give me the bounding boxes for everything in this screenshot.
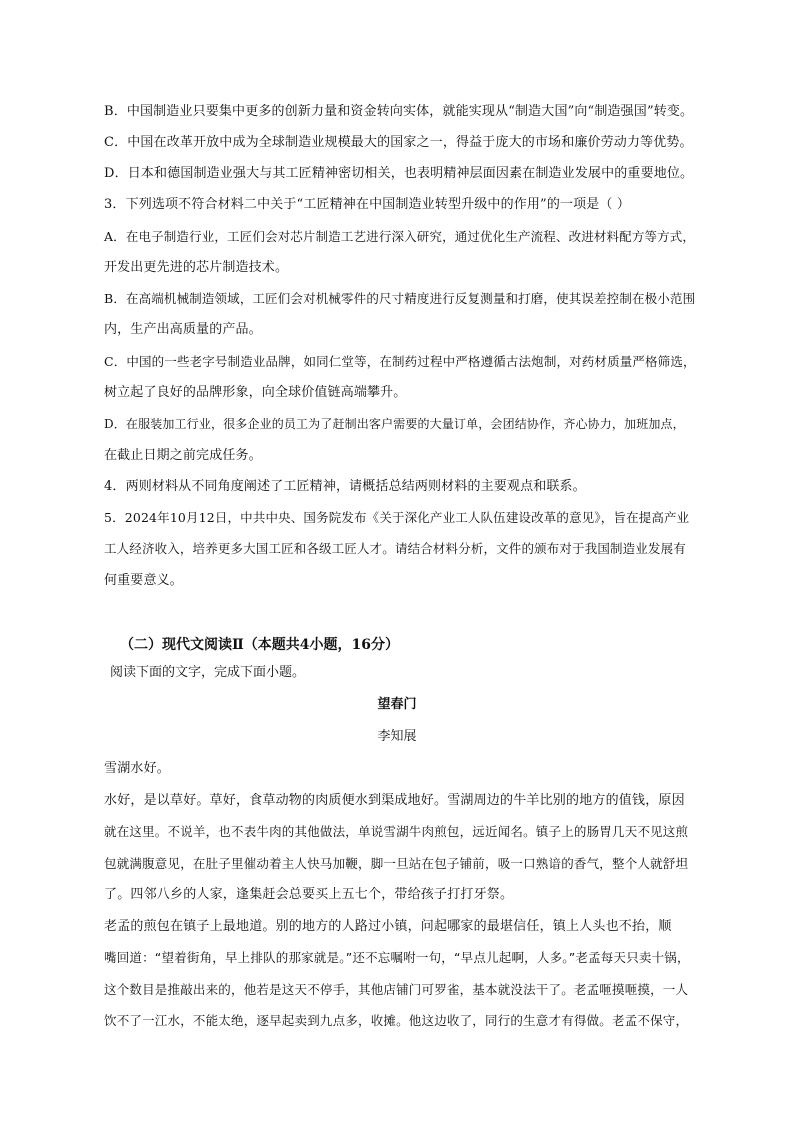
- question-3-stem: 3．下列选项不符合材料二中关于“工匠精神在中国制造业转型升级中的作用”的一项是（ ）: [104, 197, 630, 212]
- option-b-q2: B．中国制造业只要集中更多的创新力量和资金转向实体，就能实现从“制造大国”向“制造强国”转变。: [104, 104, 694, 119]
- story-line: 饮不了一江水，不能太绝，逐早起卖到九点多，收摊。他这边收了，同行的生意才有得做。老孟不保守，: [104, 1013, 689, 1028]
- reading-instruction: 阅读下面的文字，完成下面小题。: [110, 665, 306, 680]
- question-5-line1: 5．2024年10月12日，中共中央、国务院发布《关于深化产业工人队伍建设改革的意见》，旨在提高产业: [104, 510, 690, 525]
- story-line: 雪湖水好。: [104, 761, 171, 776]
- option-d-q3-line2: 在截止日期之前完成任务。: [104, 448, 262, 463]
- option-b-q3-line2: 内，生产出高质量的产品。: [104, 322, 262, 337]
- story-author: 李知展: [377, 729, 417, 744]
- story-line: 水好，是以草好。草好，食草动物的肉质便水到渠成地好。雪湖周边的牛羊比别的地方的值钱，原因: [104, 793, 685, 808]
- question-5-line2: 工人经济收入，培养更多大国工匠和各级工匠人才。请结合材料分析，文件的颁布对于我国制造业发展有: [104, 541, 686, 556]
- story-line: 了。四邻八乡的人家，逢集赶会总要买上五七个，带给孩子打打牙祭。: [104, 887, 514, 902]
- option-d-q2: D．日本和德国制造业强大与其工匠精神密切相关，也表明精神层面因素在制造业发展中的重要地位。: [104, 166, 694, 181]
- story-title: 望春门: [377, 697, 417, 712]
- story-line: 这个数目是推敲出来的，他若是这天不停手，其他店铺门可罗雀，基本就没法干了。老孟咂摸咂摸，一人: [104, 982, 689, 997]
- story-line: 老孟的煎包在镇子上最地道。别的地方的人路过小镇，问起哪家的最堪信任，镇上人头也不抬，顺: [104, 919, 672, 934]
- option-c-q3-line1: C．中国的一些老字号制造业品牌，如同仁堂等，在制药过程中严格遵循古法炮制，对药材质量严格筛选，: [104, 354, 696, 369]
- option-b-q3-line1: B．在高端机械制造领域，工匠们会对机械零件的尺寸精度进行反复测量和打磨，使其误差控制在极小范围: [104, 291, 696, 306]
- option-a-q3-line1: A．在电子制造行业，工匠们会对芯片制造工艺进行深入研究，通过优化生产流程、改进材料配方等方式，: [104, 229, 696, 244]
- option-d-q3-line1: D．在服装加工行业，很多企业的员工为了赶制出客户需要的大量订单，会团结协作，齐心协力，加班加点，: [104, 417, 685, 431]
- option-c-q3-line2: 树立起了良好的品牌形象，向全球价值链高端攀升。: [104, 385, 407, 400]
- option-c-q2: C．中国在改革开放中成为全球制造业规模最大的国家之一，得益于庞大的市场和廉价劳动力等优势。: [104, 135, 693, 150]
- option-a-q3-line2: 开发出更先进的芯片制造技术。: [104, 260, 289, 275]
- story-line: 嘴回道：“望着街角，早上排队的那家就是。”还不忘嘱咐一句，“早点儿起啊，人多。”老孟每天只卖十锅，: [104, 950, 690, 965]
- question-4: 4．两则材料从不同角度阐述了工匠精神，请概括总结两则材料的主要观点和联系。: [104, 479, 586, 494]
- section-heading: （二）现代文阅读Ⅱ（本题共4小题，16分）: [120, 637, 400, 653]
- story-line: 包就满腹意见，在肚子里催动着主人快马加鞭，脚一旦站在包子铺前，吸一口熟谙的香气，整个人就舒坦: [104, 856, 689, 871]
- story-line: 就在这里。不说羊，也不表牛肉的其他做法，单说雪湖牛肉煎包，远近闻名。镇子上的肠胃几天不见这煎: [104, 824, 689, 839]
- question-5-line3: 何重要意义。: [104, 573, 183, 588]
